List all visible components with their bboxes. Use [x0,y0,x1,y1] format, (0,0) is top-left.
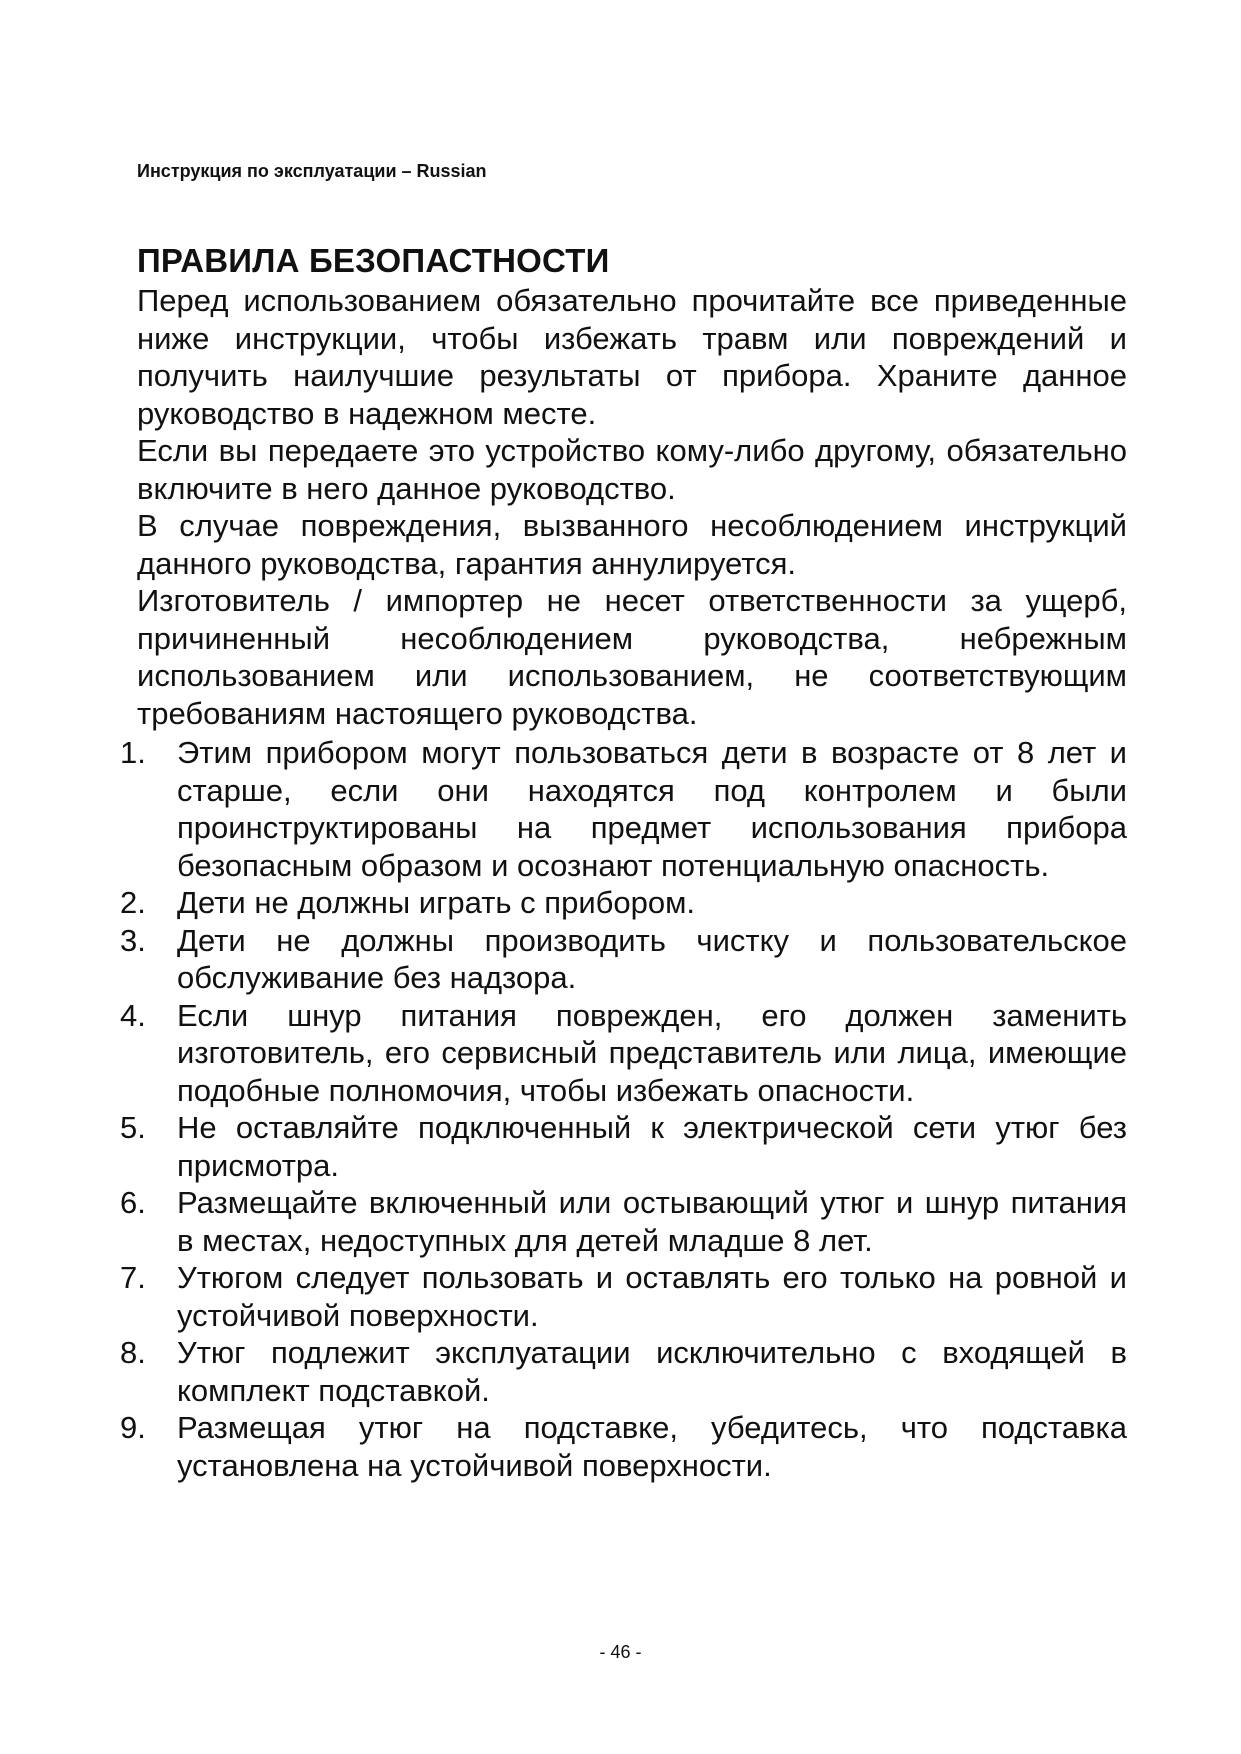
list-item-text: Размещайте включенный или остывающий утюг и шнур питания в местах, недоступных для детей младше 8 лет. [177,1185,1127,1258]
intro-paragraph: Перед использованием обязательно прочитайте все приведенные ниже инструкции, чтобы избежать травм или повреждений и получить наилучшие результаты от прибора. Храните данное руководство в надежном месте. [137,283,1127,431]
list-item-text: Размещая утюг на подставке, убедитесь, что подставка установлена на устойчивой поверхности. [177,1410,1127,1483]
intro-text [137,282,1127,732]
list-item-text: Утюг подлежит эксплуатации исключительно с входящей в комплект подставкой. [177,1335,1127,1408]
list-item [120,1109,1127,1184]
list-item [120,1409,1127,1484]
list-item-number: 8. [120,1335,146,1370]
list-item [120,884,1127,922]
list-item-number: 7. [120,1260,146,1295]
list-item [120,1259,1127,1334]
list-item-text: Утюгом следует пользовать и оставлять его только на ровной и устойчивой поверхности. [177,1260,1127,1333]
list-item-text: Дети не должны производить чистку и пользовательское обслуживание без надзора. [177,922,1127,995]
list-item [120,922,1127,997]
list-item [120,1184,1127,1259]
list-item [120,734,1127,884]
list-item-text: Не оставляйте подключенный к электрической сети утюг без присмотра. [177,1110,1127,1183]
intro-paragraph: Если вы передаете это устройство кому-либо другому, обязательно включите в него данное руководство. [137,433,1127,506]
list-item-text: Дети не должны играть с прибором. [177,885,696,920]
list-item-number: 5. [120,1110,146,1145]
list-item-number: 9. [120,1410,146,1445]
list-item-text: Если шнур питания поврежден, его должен заменить изготовитель, его сервисный представитель или лица, имеющие подобные полномочия, чтобы избежать опасности. [177,997,1127,1108]
page-number: - 46 - [599,1642,642,1662]
intro-paragraph: В случае повреждения, вызванного несоблюдением инструкций данного руководства, гарантия аннулируется. [137,508,1127,581]
list-item-number: 2. [120,885,146,920]
document-header: Инструкция по эксплуатации – Russian [137,161,487,181]
list-item [120,997,1127,1110]
list-item-number: 1. [120,735,146,770]
list-item-text: Этим прибором могут пользоваться дети в возрасте от 8 лет и старше, если они находятся под контролем и были проинструктированы на предмет использования прибора безопасным образом и осознают потенциальную опасность. [177,735,1127,883]
list-item-number: 4. [120,997,146,1033]
list-item-number: 6. [120,1185,146,1220]
list-item-number: 3. [120,922,146,958]
safety-rules-list [120,734,1127,1484]
list-item [120,1334,1127,1409]
section-title: ПРАВИЛА БЕЗОПАСТНОСТИ [137,242,610,279]
intro-paragraph: Изготовитель / импортер не несет ответственности за ущерб, причиненный несоблюдением руководства, небрежным использованием или использованием, не соответствующим требованиям настоящего руководства. [137,583,1127,731]
